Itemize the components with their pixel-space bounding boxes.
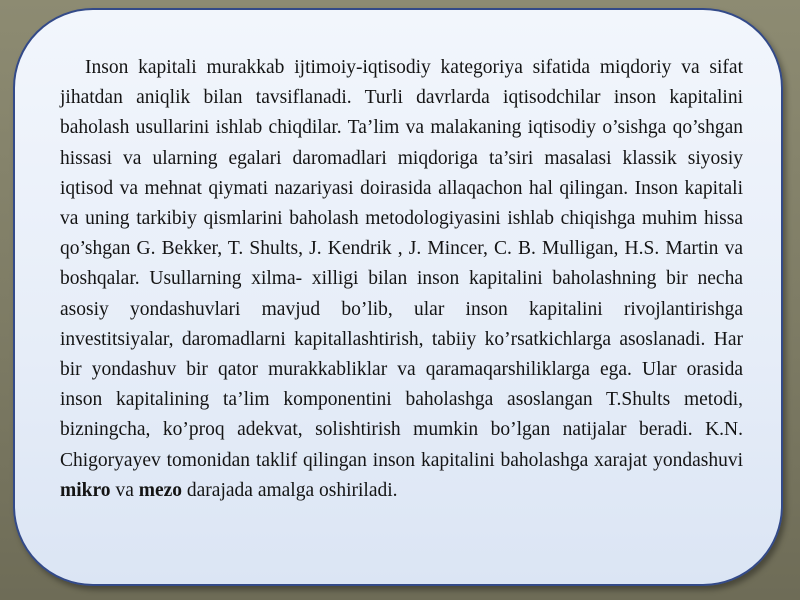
body-paragraph <box>60 53 743 506</box>
bold-term-mezo: mezo <box>138 479 183 501</box>
paragraph-text-2: va <box>110 479 139 501</box>
bold-term-mikro: mikro <box>60 479 111 501</box>
paragraph-text-3: darajada amalga oshiriladi. <box>182 479 398 501</box>
paragraph-text-1: Inson kapitali murakkab ijtimoiy-iqtisodiy kategoriya sifatida miqdoriy va sifat jihatdan aniqlik bilan tavsiflanadi. Turli davrlarda iqtisodchilar inson kapitalini baholash usullarini ishlab chiqdilar. Ta’lim va malakaning iqtisodiy o’sishga qo’shgan hissasi va ularning egalari daromadlari miqdoriga ta’siri masalasi klassik siyosiy iqtisod va mehnat qiymati nazariyasi doirasida allaqachon hal qilingan. Inson kapitali va uning tarkibiy qismlarini baholash metodologiyasini ishlab chiqishga muhim hissa qo’shgan G. Bekker, T. Shults, J. Kendrik , J. Mincer, C. B. Mulligan, H.S. Martin va boshqalar. Usullarning xilma- xilligi bilan inson kapitalini baholashning bir necha asosiy yondashuvlari mavjud bo’lib, ular inson kapitalini rivojlantirishga investitsiyalar, daromadlarni kapitallashtirish, tabiiy ko’rsatkichlarga asoslanadi. Har bir yondashuv bir qator murakkabliklar va qaramaqarshiliklarga ega. Ular orasida inson kapitalining ta’lim komponentini baholashga asoslangan T.Shults metodi, bizningcha, ko’proq adekvat, solishtirish mumkin bo’lgan natijalar beradi. K.N. Chigoryayev tomonidan taklif qilingan inson kapitalini baholashga xarajat yondashuvi <box>60 57 743 471</box>
